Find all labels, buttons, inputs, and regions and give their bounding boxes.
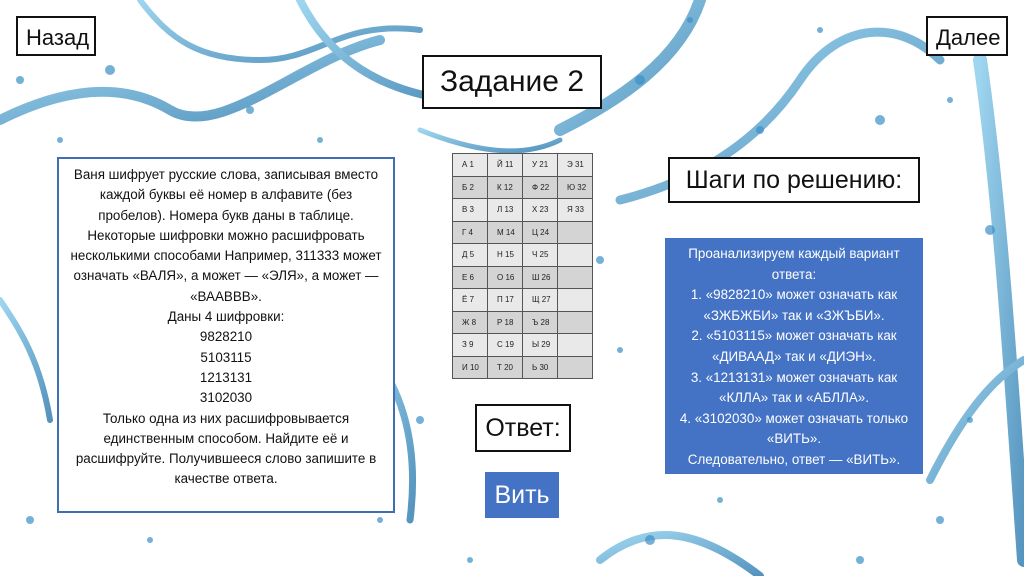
table-cell: Ч 25 [523, 244, 558, 267]
table-row [453, 154, 593, 177]
solution-line: Проанализируем каждый вариант ответа: [688, 246, 900, 282]
task-text-box [57, 157, 395, 513]
alphabet-table [452, 153, 593, 379]
table-row [453, 289, 593, 312]
next-button[interactable]: Далее [926, 16, 1008, 56]
task-line: Только одна из них расшифровывается единственным способом. Найдите её и расшифруйте. Получившееся слово запишите в качестве ответа. [75, 410, 377, 487]
table-cell: Н 15 [488, 244, 523, 267]
table-cell: П 17 [488, 289, 523, 312]
task-code: 3102030 [199, 390, 253, 406]
solution-box [665, 238, 923, 474]
solution-line: Следовательно, ответ — «ВИТЬ». [687, 451, 901, 467]
table-row [453, 334, 593, 357]
task-code: 5103115 [200, 349, 252, 365]
table-cell: Й 11 [488, 154, 523, 177]
table-cell: И 10 [453, 356, 488, 379]
back-button[interactable]: Назад [16, 16, 96, 56]
answer-button[interactable]: Вить [485, 472, 559, 518]
table-cell: Г 4 [453, 221, 488, 244]
table-cell: Ы 29 [523, 334, 558, 357]
table-cell: Я 33 [558, 199, 593, 222]
table-cell: Ф 22 [523, 176, 558, 199]
table-cell: С 19 [488, 334, 523, 357]
table-cell: Р 18 [488, 311, 523, 334]
table-cell: Б 2 [453, 176, 488, 199]
table-cell: Е 6 [453, 266, 488, 289]
table-cell: Ш 26 [523, 266, 558, 289]
table-row [453, 356, 593, 379]
task-line: Некоторые шифровки можно расшифровать несколькими способами Например, 311333 может означать «ВАЛЯ», а может — «ЭЛЯ», а может — «ВААВВВ». [70, 227, 382, 304]
answer-label: Ответ: [475, 404, 571, 452]
table-cell: Ъ 28 [523, 311, 558, 334]
solution-line: 4. «3102030» может означать только «ВИТЬ». [679, 410, 909, 447]
solution-line: 3. «1213131» может означать как «КЛЛА» так и «АБЛЛА». [690, 369, 898, 406]
table-row [453, 266, 593, 289]
table-cell [558, 356, 593, 379]
table-cell [558, 334, 593, 357]
table-cell: А 1 [453, 154, 488, 177]
table-cell: Т 20 [488, 356, 523, 379]
table-cell: Х 23 [523, 199, 558, 222]
table-row [453, 221, 593, 244]
table-cell: Л 13 [488, 199, 523, 222]
table-cell: Ё 7 [453, 289, 488, 312]
table-row [453, 244, 593, 267]
table-cell: М 14 [488, 221, 523, 244]
table-cell: Ц 24 [523, 221, 558, 244]
table-cell: З 9 [453, 334, 488, 357]
table-cell [558, 221, 593, 244]
table-row [453, 176, 593, 199]
solution-line: 2. «5103115» может означать как «ДИВААД» так и «ДИЭН». [691, 328, 897, 364]
task-line: Даны 4 шифровки: [167, 309, 285, 325]
page-title: Задание 2 [422, 55, 602, 109]
table-cell [558, 311, 593, 334]
table-cell: Ю 32 [558, 176, 593, 199]
task-code: 1213131 [199, 369, 253, 385]
table-cell [558, 266, 593, 289]
table-cell: У 21 [523, 154, 558, 177]
table-cell: Ь 30 [523, 356, 558, 379]
table-cell [558, 244, 593, 267]
table-cell: Э 31 [558, 154, 593, 177]
table-cell: О 16 [488, 266, 523, 289]
table-cell: Ж 8 [453, 311, 488, 334]
table-cell: В 3 [453, 199, 488, 222]
table-cell: Д 5 [453, 244, 488, 267]
table-cell [558, 289, 593, 312]
task-line: Ваня шифрует русские слова, записывая вместо каждой буквы её номер в алфавите (без пробелов). Номера букв даны в таблице. [73, 167, 379, 223]
table-cell: Щ 27 [523, 289, 558, 312]
task-code: 9828210 [199, 329, 253, 345]
steps-title: Шаги по решению: [668, 157, 920, 203]
table-row [453, 199, 593, 222]
table-cell: К 12 [488, 176, 523, 199]
table-row [453, 311, 593, 334]
solution-line: 1. «9828210» может означать как «ЗЖБЖБИ» так и «ЗЖЪБИ». [690, 287, 898, 323]
